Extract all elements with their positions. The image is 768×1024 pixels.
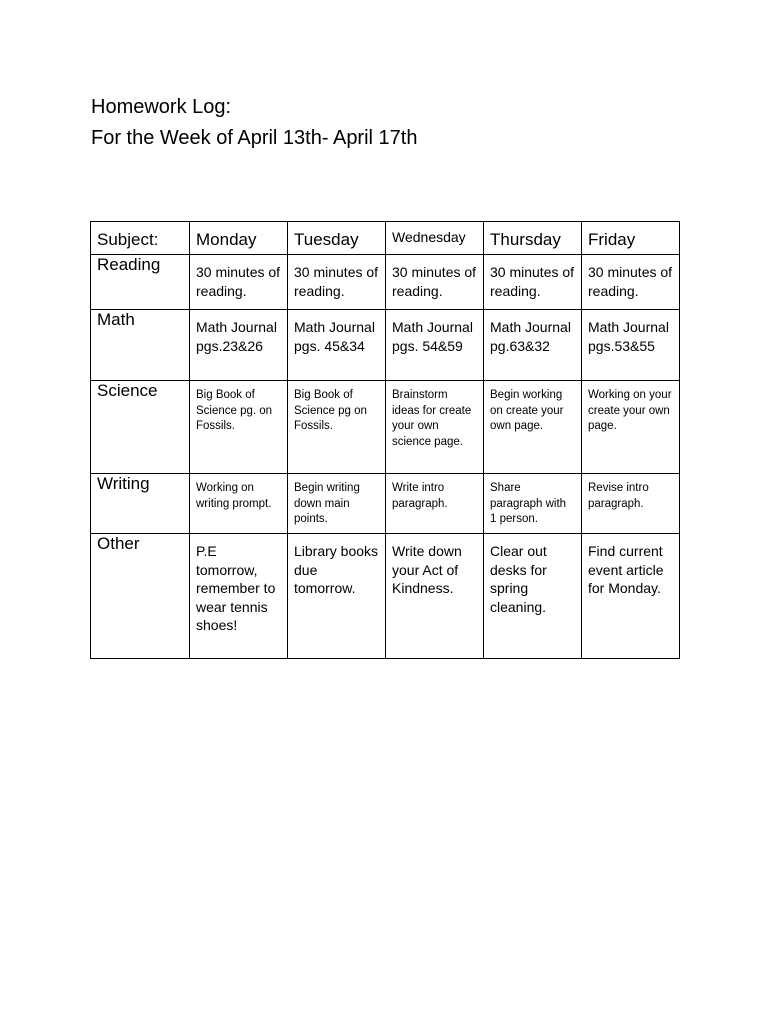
document-title — [91, 92, 417, 154]
table-cell: Math Journal pgs.53&55 — [582, 310, 680, 381]
header-tuesday: Tuesday — [288, 222, 386, 255]
table-cell: Revise intro paragraph. — [582, 474, 680, 534]
table-cell: Clear out desks for spring cleaning. — [484, 534, 582, 659]
table-cell: Write intro paragraph. — [386, 474, 484, 534]
table-cell: P.E tomorrow, remember to wear tennis shoes! — [190, 534, 288, 659]
table-cell: 30 minutes of reading. — [484, 255, 582, 310]
table-cell: 30 minutes of reading. — [582, 255, 680, 310]
subject-other: Other — [91, 534, 190, 659]
table-cell: 30 minutes of reading. — [386, 255, 484, 310]
header-monday: Monday — [190, 222, 288, 255]
table-cell: Working on your create your own page. — [582, 381, 680, 474]
subject-math: Math — [91, 310, 190, 381]
header-friday: Friday — [582, 222, 680, 255]
table-cell: Math Journal pgs.23&26 — [190, 310, 288, 381]
table-row-reading — [91, 255, 680, 310]
table-cell: Write down your Act of Kindness. — [386, 534, 484, 659]
subject-writing: Writing — [91, 474, 190, 534]
table-cell: Working on writing prompt. — [190, 474, 288, 534]
table-cell: Library books due tomorrow. — [288, 534, 386, 659]
table-cell: Big Book of Science pg. on Fossils. — [190, 381, 288, 474]
table-cell: Find current event article for Monday. — [582, 534, 680, 659]
title-line-week: For the Week of April 13th- April 17th — [91, 127, 418, 149]
table-cell: Begin working on create your own page. — [484, 381, 582, 474]
table-cell: Math Journal pgs. 45&34 — [288, 310, 386, 381]
table-cell: Brainstorm ideas for create your own science page. — [386, 381, 484, 474]
subject-reading: Reading — [91, 255, 190, 310]
table-row-other — [91, 534, 680, 659]
header-thursday: Thursday — [484, 222, 582, 255]
table-cell: 30 minutes of reading. — [190, 255, 288, 310]
subject-science: Science — [91, 381, 190, 474]
table-row-writing — [91, 474, 680, 534]
title-line-homework-log: Homework Log: — [91, 96, 232, 118]
table-row-science — [91, 381, 680, 474]
table-cell: Big Book of Science pg on Fossils. — [288, 381, 386, 474]
table-cell: Begin writing down main points. — [288, 474, 386, 534]
header-subject: Subject: — [91, 222, 190, 255]
table-row-math — [91, 310, 680, 381]
table-cell: Share paragraph with 1 person. — [484, 474, 582, 534]
table-cell: 30 minutes of reading. — [288, 255, 386, 310]
table-cell: Math Journal pg.63&32 — [484, 310, 582, 381]
table-cell: Math Journal pgs. 54&59 — [386, 310, 484, 381]
table-header-row — [91, 222, 680, 255]
header-wednesday: Wednesday — [386, 222, 484, 255]
homework-log-table — [90, 221, 680, 659]
